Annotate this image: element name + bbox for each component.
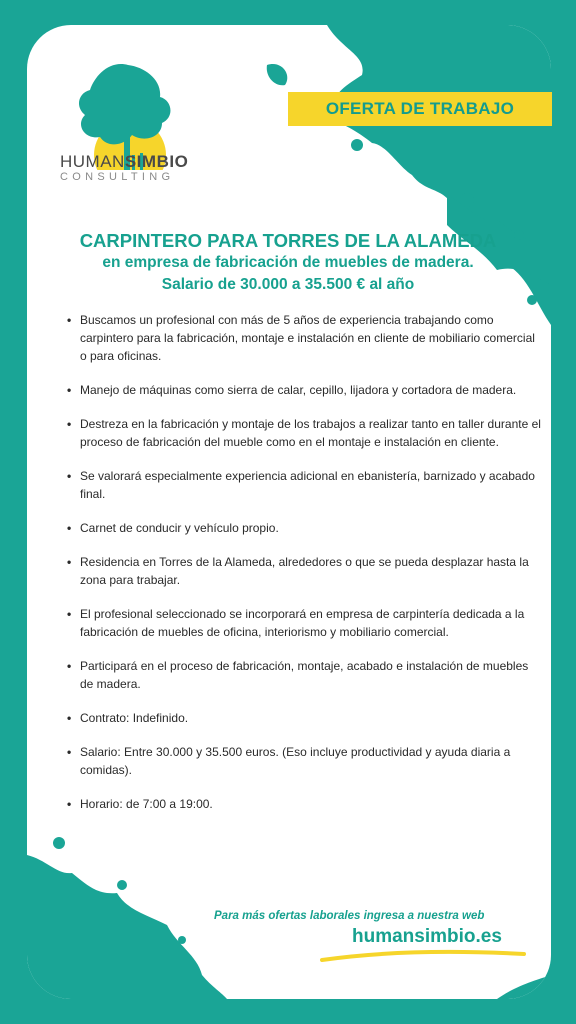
list-item: • Manejo de máquinas como sierra de calar, cepillo, lijadora y cortadora de madera. — [80, 381, 542, 399]
humansimbio-tree-logo — [40, 45, 180, 215]
brand-word-human: HUMAN — [60, 152, 125, 171]
job-offer-badge: OFERTA DE TRABAJO — [288, 92, 552, 126]
job-title: CARPINTERO PARA TORRES DE LA ALAMEDA — [79, 230, 497, 251]
list-item: • Contrato: Indefinido. — [80, 709, 542, 727]
brand-word-simbio: SIMBIO — [124, 152, 189, 171]
list-item: • Carnet de conducir y vehículo propio. — [80, 519, 542, 537]
list-item: • Horario: de 7:00 a 19:00. — [80, 795, 542, 813]
list-item: • Residencia en Torres de la Alameda, alrededores o que se pueda desplazar hasta la zona para trabajar. — [80, 553, 542, 589]
list-item: • Salario: Entre 30.000 y 35.500 euros. (Eso incluye productividad y ayuda diaria a comidas). — [80, 743, 542, 779]
requirements-list — [66, 311, 542, 829]
list-item: • Se valorará especialmente experiencia adicional en ebanistería, barnizado y acabado final. — [80, 467, 542, 503]
footer-cta-text: Para más ofertas laborales ingresa a nuestra web — [214, 910, 485, 922]
list-item: • Destreza en la fabricación y montaje de los trabajos a realizar tanto en taller durante el proceso de fabricación del mueble como en el montaje e instalación en cliente. — [80, 415, 542, 451]
list-item: • Buscamos un profesional con más de 5 años de experiencia trabajando como carpintero para la fabricación, montaje e instalación en cliente de mobiliario comercial o para oficinas. — [80, 311, 542, 365]
list-item: • El profesional seleccionado se incorporará en empresa de carpintería dedicada a la fabricación de muebles de oficina, interiorismo y mobiliario comercial. — [80, 605, 542, 641]
yellow-underline-stroke — [318, 946, 528, 966]
website-link[interactable]: humansimbio.es — [352, 926, 502, 947]
brand-consulting: CONSULTING — [60, 171, 175, 183]
list-item: • Participará en el proceso de fabricación, montaje, acabado e instalación de muebles de madera. — [80, 657, 542, 693]
job-subtitle: en empresa de fabricación de muebles de madera. — [102, 254, 474, 271]
brand-wordmark — [60, 152, 240, 183]
job-salary: Salario de 30.000 a 35.500 € al año — [161, 276, 415, 293]
